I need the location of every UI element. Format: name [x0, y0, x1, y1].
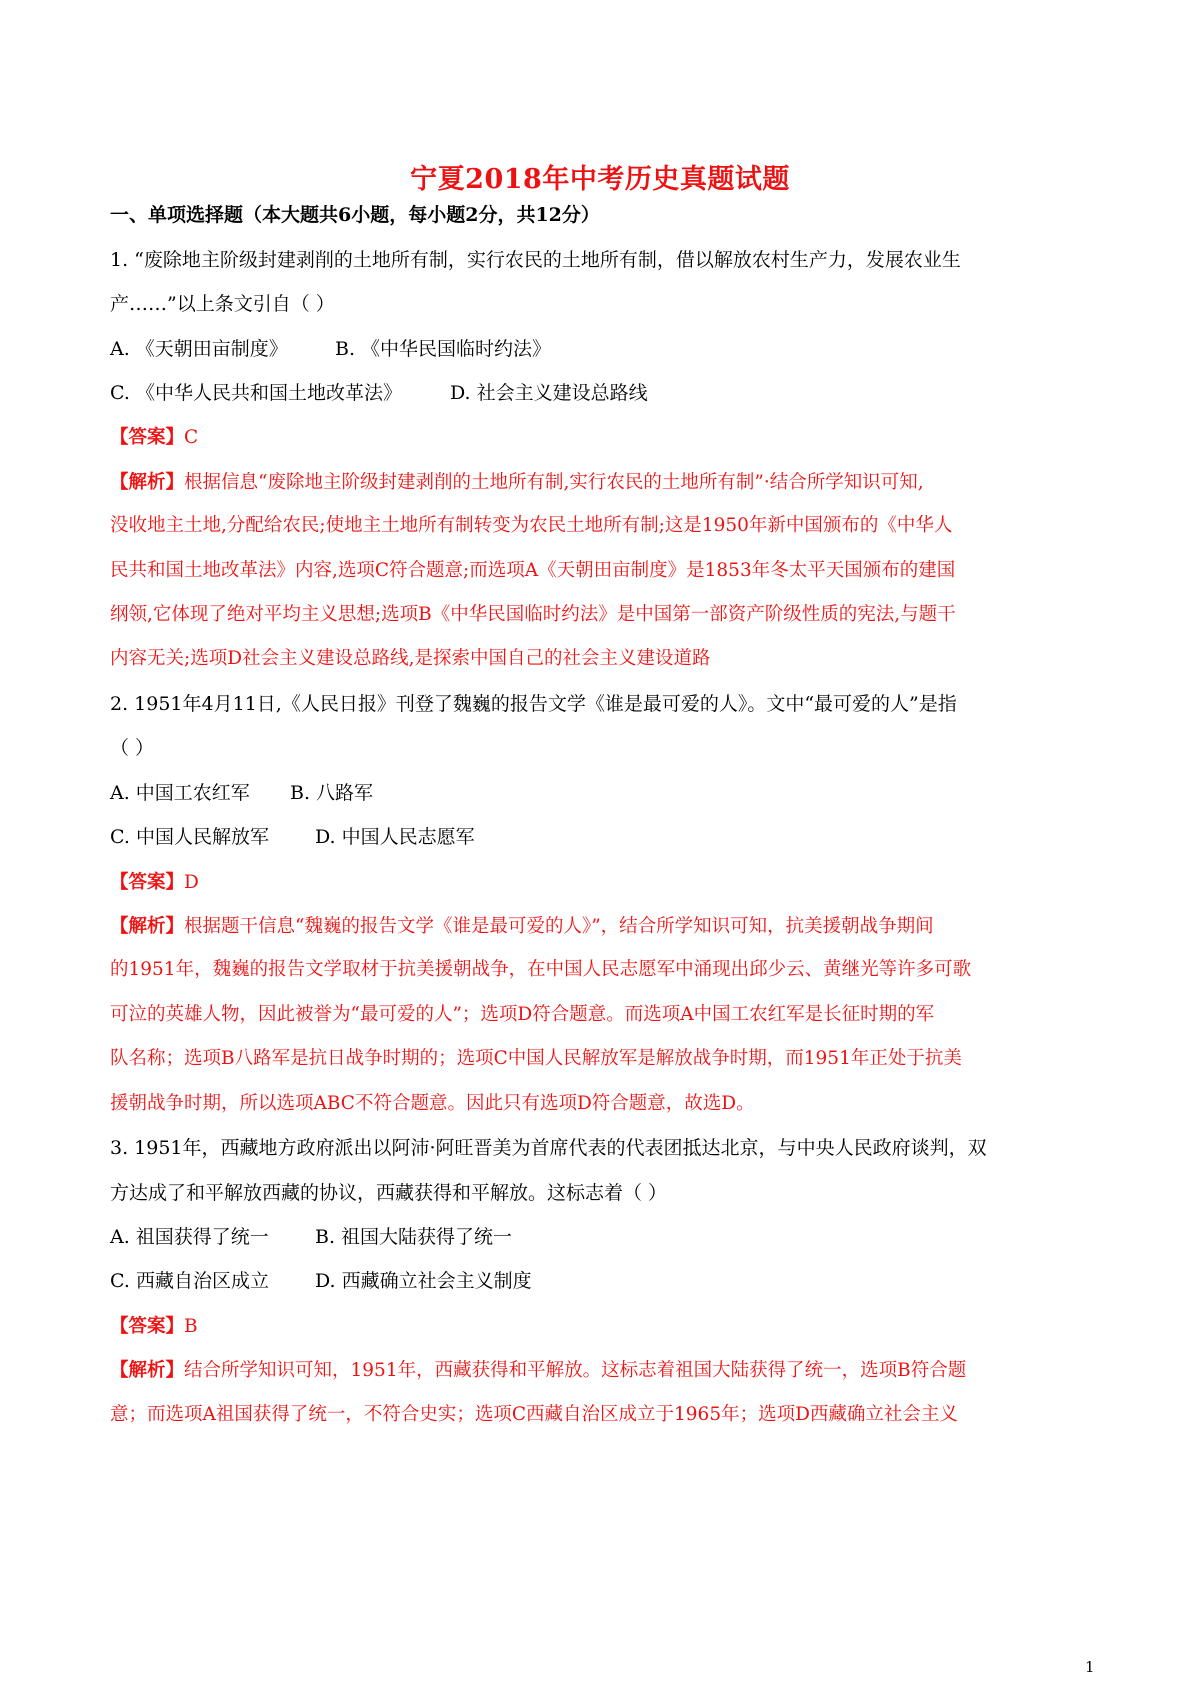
answer-value: B: [184, 1316, 198, 1337]
options-row: [110, 780, 1100, 810]
answer-label: 【答案】: [110, 1316, 185, 1337]
option-b: B. 《中华民国临时约法》: [335, 338, 552, 360]
options-row: [110, 1268, 1100, 1298]
explanation-line: 可泣的英雄人物，因此被誉为“最可爱的人”；选项D符合题意。而选项A中国工农红军是长征时期的军: [110, 1004, 935, 1025]
explanation-line: 意；而选项A祖国获得了统一，不符合史实；选项C西藏自治区成立于1965年；选项D西藏确立社会主义: [110, 1404, 958, 1425]
question-stem-line: 1. “废除地主阶级封建剥削的土地所有制，实行农民的土地所有制，借以解放农村生产力，发展农业生: [110, 249, 961, 271]
section-heading: 一、单项选择题（本大题共6小题，每小题2分，共12分）: [110, 204, 600, 226]
question-stem-line: 产……”以上条文引自（ ）: [110, 293, 335, 315]
option-a: A. 《天朝田亩制度》: [110, 338, 288, 360]
option-a: A. 祖国获得了统一: [110, 1226, 269, 1248]
option-c: C. 西藏自治区成立: [110, 1270, 269, 1292]
option-d: D. 中国人民志愿军: [315, 826, 475, 848]
explanation-line: 援朝战争时期，所以选项ABC不符合题意。因此只有选项D符合题意，故选D。: [110, 1093, 755, 1114]
explanation-line: 内容无关;选项D社会主义建设总路线,是探索中国自己的社会主义建设道路: [110, 648, 711, 669]
question-stem-line: 3. 1951年，西藏地方政府派出以阿沛·阿旺晋美为首席代表的代表团抵达北京，与中央人民政府谈判，双: [110, 1137, 987, 1159]
document-title: 宁夏2018年中考历史真题试题: [410, 164, 790, 195]
answer-label: 【答案】: [110, 872, 185, 893]
options-row: [110, 336, 1100, 366]
option-d: D. 社会主义建设总路线: [450, 382, 648, 404]
options-row: [110, 824, 1100, 854]
question-stem-line: 2. 1951年4月11日,《人民日报》刊登了魏巍的报告文学《谁是最可爱的人》。文中“最可爱的人”是指: [110, 693, 957, 715]
options-row: [110, 1224, 1100, 1254]
option-b: B. 祖国大陆获得了统一: [315, 1226, 513, 1248]
answer-value: C: [184, 427, 199, 448]
explanation-label: 【解析】: [110, 1360, 185, 1381]
explanation-line: 队名称；选项B八路军是抗日战争时期的；选项C中国人民解放军是解放战争时期，而1951年正处于抗美: [110, 1048, 962, 1069]
explanation-text: 根据题干信息“魏巍的报告文学《谁是最可爱的人》”，结合所学知识可知，抗美援朝战争期间: [184, 916, 934, 937]
explanation-text: 结合所学知识可知，1951年，西藏获得和平解放。这标志着祖国大陆获得了统一，选项B符合题: [184, 1360, 967, 1381]
options-row: [110, 380, 1100, 410]
answer-line: [110, 424, 1100, 454]
page-number: 1: [1085, 1658, 1095, 1676]
question-stem-line: 方达成了和平解放西藏的协议，西藏获得和平解放。这标志着（ ）: [110, 1182, 668, 1204]
explanation-line: [110, 913, 1100, 943]
explanation-line: 纲领,它体现了绝对平均主义思想;选项B《中华民国临时约法》是中国第一部资产阶级性质的宪法,与题干: [110, 604, 956, 625]
explanation-text: 根据信息“废除地主阶级封建剥削的土地所有制,实行农民的土地所有制”·结合所学知识可知,: [184, 472, 924, 493]
option-c: C. 中国人民解放军: [110, 826, 269, 848]
explanation-label: 【解析】: [110, 472, 185, 493]
answer-label: 【答案】: [110, 427, 185, 448]
question-stem-line: （ ）: [110, 737, 155, 759]
answer-line: [110, 869, 1100, 899]
explanation-line: [110, 469, 1100, 499]
answer-value: D: [184, 872, 199, 893]
explanation-line: 民共和国土地改革法》内容,选项C符合题意;而选项A《天朝田亩制度》是1853年冬太平天国颁布的建国: [110, 560, 956, 581]
option-c: C. 《中华人民共和国土地改革法》: [110, 382, 402, 404]
explanation-line: 没收地主土地,分配给农民;使地主土地所有制转变为农民土地所有制;这是1950年新中国颁布的《中华人: [110, 515, 953, 536]
answer-line: [110, 1313, 1100, 1343]
option-b: B. 八路军: [290, 782, 374, 804]
explanation-label: 【解析】: [110, 916, 185, 937]
option-d: D. 西藏确立社会主义制度: [315, 1270, 532, 1292]
option-a: A. 中国工农红军: [110, 782, 250, 804]
explanation-line: [110, 1357, 1100, 1387]
explanation-line: 的1951年，魏巍的报告文学取材于抗美援朝战争，在中国人民志愿军中涌现出邱少云、黄继光等许多可歌: [110, 959, 972, 980]
